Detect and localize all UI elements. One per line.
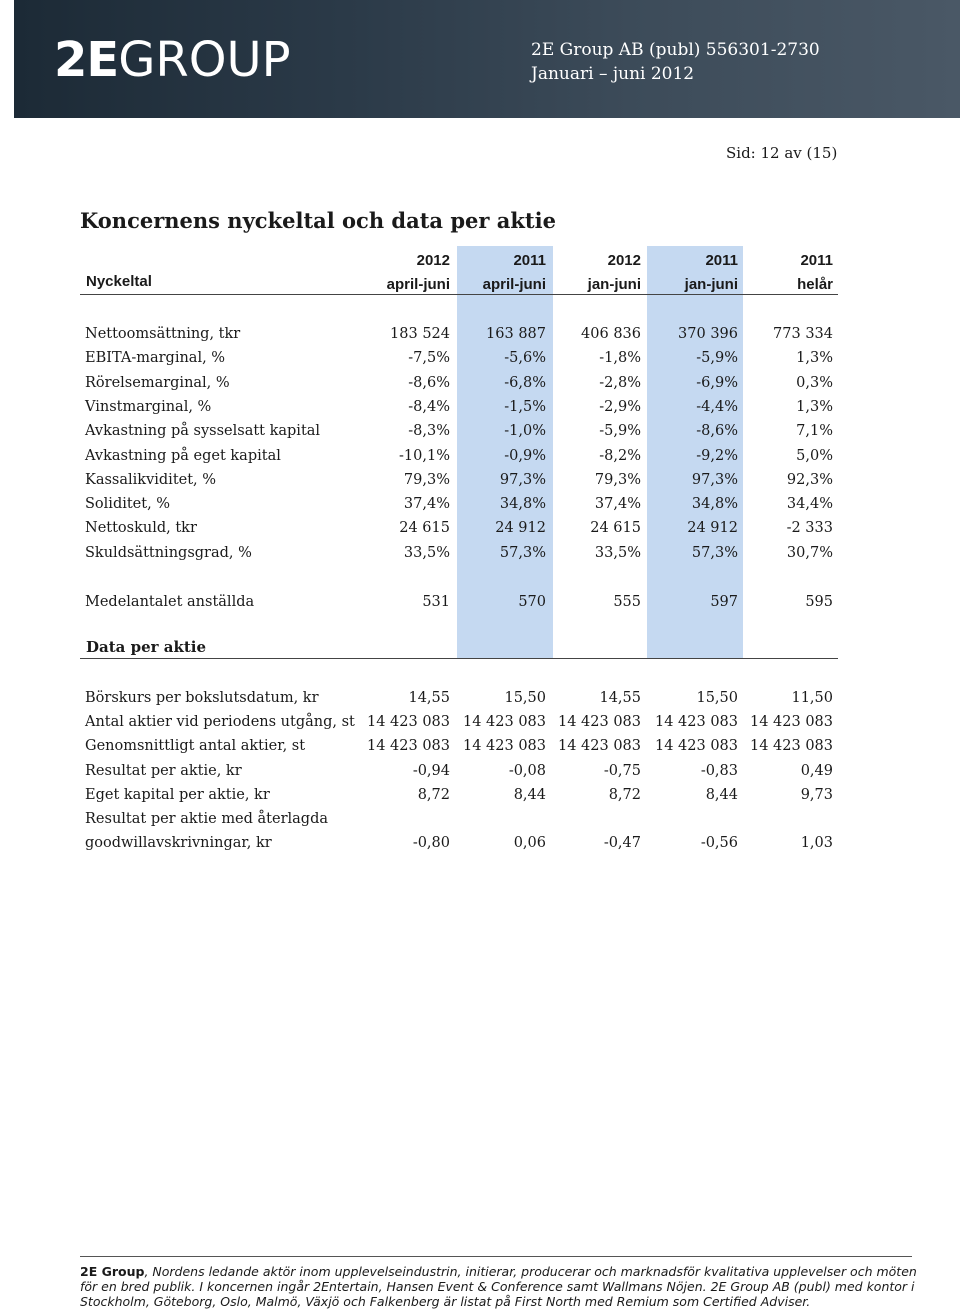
page-footer — [80, 1264, 920, 1309]
row-value: -9,2% — [696, 447, 738, 464]
row-value: 183 524 — [390, 326, 450, 342]
row-value: -8,3% — [408, 423, 450, 440]
row-value: 24 615 — [590, 520, 641, 537]
row-value: 5,0% — [796, 447, 833, 464]
row-label: Resultat per aktie med återlagda — [85, 811, 329, 827]
row-value: 57,3% — [691, 544, 738, 561]
row-value: 9,73 — [800, 786, 833, 803]
row-label: Vinstmarginal, % — [85, 398, 212, 415]
row-label: EBITA-marginal, % — [85, 350, 226, 367]
column-period: april-juni — [482, 276, 546, 293]
row-label: Skuldsättningsgrad, % — [85, 544, 252, 561]
row-label: goodwillavskrivningar, kr — [85, 835, 272, 852]
row-label: Eget kapital per aktie, kr — [85, 786, 270, 803]
column-year: 2012 — [607, 252, 641, 269]
row-label: Avkastning på sysselsatt kapital — [85, 423, 321, 440]
table-row — [0, 395, 960, 419]
row-value: 57,3% — [499, 544, 546, 561]
row-value: 7,1% — [796, 423, 833, 440]
table-row — [0, 590, 960, 614]
row-value: 14 423 083 — [462, 714, 546, 731]
footer-text: , Nordens ledande aktör inom upplevelseindustrin, initierar, producerar och marknadsför kvalitativa upplevelser och möten för en bred publik. I koncernen ingår 2Entertain, Hansen Event & Conference samt Wallmans Nöjen. 2E Group AB (publ) med kontor i Stockholm, Göteborg, Oslo, Malmö, Växjö och Falkenberg är listat på First North med Remium som Certified Adviser. — [80, 1264, 917, 1309]
row-value: 14 423 083 — [557, 738, 641, 755]
row-value: 97,3% — [691, 471, 738, 488]
row-value: 14 423 083 — [749, 714, 833, 731]
column-year: 2011 — [513, 252, 546, 269]
row-value: 33,5% — [403, 544, 450, 561]
row-value: -0,80 — [412, 835, 450, 852]
per-share-title: Data per aktie — [86, 638, 207, 656]
row-value: -5,9% — [599, 423, 641, 440]
row-value: -8,6% — [408, 374, 450, 391]
row-value: -0,75 — [603, 762, 641, 779]
row-value: 14 423 083 — [462, 738, 546, 755]
row-value: 33,5% — [594, 544, 641, 561]
row-value: 8,72 — [608, 786, 641, 803]
column-period: helår — [797, 276, 833, 293]
row-label: Börskurs per bokslutsdatum, kr — [85, 690, 319, 706]
row-value: 0,06 — [513, 835, 546, 852]
table-header-label: Nyckeltal — [86, 273, 152, 290]
header-rule — [80, 294, 838, 295]
table-row — [0, 444, 960, 468]
table-row — [0, 807, 960, 831]
row-value: 37,4% — [403, 496, 450, 513]
table-row — [0, 734, 960, 758]
row-value: 15,50 — [504, 690, 546, 706]
row-value: 1,03 — [800, 835, 833, 852]
row-value: -8,6% — [696, 423, 738, 440]
column-year: 2012 — [416, 252, 450, 269]
row-value: 370 396 — [678, 326, 738, 342]
row-value: 24 615 — [399, 520, 450, 537]
row-value: -0,94 — [412, 762, 450, 779]
row-value: -0,83 — [700, 762, 738, 779]
table-row — [0, 686, 960, 710]
row-value: 14 423 083 — [654, 714, 738, 731]
row-value: 8,72 — [417, 786, 450, 803]
row-value: 8,44 — [513, 786, 546, 803]
row-label: Genomsnittligt antal aktier, st — [85, 738, 306, 755]
row-value: 8,44 — [705, 786, 738, 803]
per-share-rule — [80, 658, 838, 659]
report-period: Januari – juni 2012 — [531, 64, 695, 84]
row-value: 1,3% — [796, 350, 833, 367]
row-value: 30,7% — [786, 544, 833, 561]
row-label: Soliditet, % — [85, 496, 171, 513]
row-value: -2,9% — [599, 398, 641, 415]
column-period: jan-juni — [684, 276, 738, 293]
row-value: 11,50 — [791, 690, 833, 706]
row-value: -1,5% — [504, 398, 546, 415]
row-label: Rörelsemarginal, % — [85, 374, 230, 391]
row-value: 163 887 — [486, 326, 546, 342]
row-value: 14 423 083 — [366, 738, 450, 755]
row-value: 14,55 — [408, 690, 450, 706]
row-value: -2,8% — [599, 374, 641, 391]
row-value: 597 — [710, 594, 738, 610]
row-value: 555 — [613, 594, 641, 610]
row-value: -0,56 — [700, 835, 738, 852]
row-value: 14,55 — [599, 690, 641, 706]
row-value: -8,2% — [599, 447, 641, 464]
row-value: 14 423 083 — [366, 714, 450, 731]
page-header — [14, 0, 960, 118]
row-value: 79,3% — [403, 471, 450, 488]
row-value: -8,4% — [408, 398, 450, 415]
row-value: 24 912 — [495, 520, 546, 537]
row-value: -0,9% — [504, 447, 546, 464]
row-value: -10,1% — [399, 447, 450, 464]
row-value: -6,8% — [504, 374, 546, 391]
table-row — [0, 419, 960, 443]
row-label: Nettoomsättning, tkr — [85, 326, 241, 342]
page-title: Koncernens nyckeltal och data per aktie — [80, 208, 556, 233]
row-label: Antal aktier vid periodens utgång, st — [85, 714, 355, 731]
row-value: 406 836 — [581, 326, 641, 342]
table-row — [0, 831, 960, 855]
row-value: -0,08 — [508, 762, 546, 779]
table-row — [0, 346, 960, 370]
row-value: -4,4% — [696, 398, 738, 415]
row-value: 773 334 — [773, 326, 833, 342]
row-label: Resultat per aktie, kr — [85, 762, 242, 779]
row-value: -5,6% — [504, 350, 546, 367]
row-value: 97,3% — [499, 471, 546, 488]
row-value: 14 423 083 — [654, 738, 738, 755]
row-value: -5,9% — [696, 350, 738, 367]
table-row — [0, 759, 960, 783]
row-value: 0,3% — [796, 374, 833, 391]
row-value: 0,49 — [800, 762, 833, 779]
row-value: 24 912 — [687, 520, 738, 537]
row-value: 92,3% — [786, 471, 833, 488]
row-value: 1,3% — [796, 398, 833, 415]
footer-brand: 2E Group — [80, 1264, 145, 1279]
footer-rule — [80, 1256, 912, 1257]
row-label: Avkastning på eget kapital — [85, 447, 281, 464]
row-value: -1,8% — [599, 350, 641, 367]
row-value: 531 — [422, 594, 450, 610]
row-value: 595 — [805, 594, 833, 610]
row-value: 79,3% — [594, 471, 641, 488]
row-label: Nettoskuld, tkr — [85, 520, 197, 537]
column-period: jan-juni — [587, 276, 641, 293]
row-value: 15,50 — [696, 690, 738, 706]
row-value: 34,8% — [691, 496, 738, 513]
column-year: 2011 — [705, 252, 738, 269]
table-row — [0, 710, 960, 734]
table-row — [0, 492, 960, 516]
row-value: -2 333 — [786, 520, 833, 537]
row-label: Kassalikviditet, % — [85, 471, 217, 488]
table-row — [0, 541, 960, 565]
company-name: 2E Group AB (publ) 556301-2730 — [531, 40, 820, 60]
company-info — [531, 38, 820, 86]
company-logo: 2EGROUP — [54, 32, 291, 88]
row-value: -0,47 — [603, 835, 641, 852]
row-value: 14 423 083 — [749, 738, 833, 755]
table-row — [0, 516, 960, 540]
table-row — [0, 783, 960, 807]
table-row — [0, 371, 960, 395]
row-value: -6,9% — [696, 374, 738, 391]
row-value: 570 — [518, 594, 546, 610]
table-row — [0, 468, 960, 492]
row-value: 34,8% — [499, 496, 546, 513]
column-period: april-juni — [386, 276, 450, 293]
row-value: 37,4% — [594, 496, 641, 513]
row-value: -7,5% — [408, 350, 450, 367]
table-row — [0, 322, 960, 346]
row-value: 34,4% — [786, 496, 833, 513]
page-number: Sid: 12 av (15) — [726, 144, 838, 162]
row-value: 14 423 083 — [557, 714, 641, 731]
row-label: Medelantalet anställda — [85, 594, 255, 610]
column-year: 2011 — [800, 252, 833, 269]
row-value: -1,0% — [504, 423, 546, 440]
